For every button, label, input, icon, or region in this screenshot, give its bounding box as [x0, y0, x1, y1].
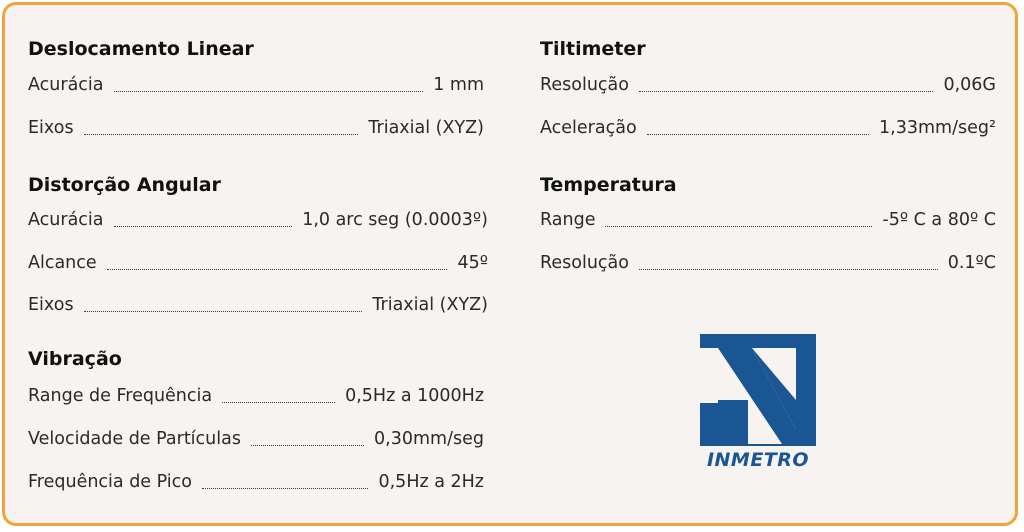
spec-label: Aceleração: [540, 118, 637, 138]
dotted-leader: [605, 226, 872, 227]
spec-row-acuracia: [28, 72, 484, 98]
spec-row-eixos: [28, 292, 488, 318]
spec-label: Alcance: [28, 253, 97, 273]
spec-value: -5º C a 80º C: [882, 210, 996, 230]
dotted-leader: [639, 91, 933, 92]
spec-value: Triaxial (XYZ): [372, 295, 488, 315]
spec-row-range-frequencia: [28, 383, 484, 409]
spec-value: 1 mm: [433, 75, 484, 95]
spec-value: Triaxial (XYZ): [368, 118, 484, 138]
spec-value: 45º: [457, 253, 488, 273]
inmetro-logo-text: INMETRO: [706, 449, 810, 471]
spec-value: 0,5Hz a 2Hz: [378, 472, 484, 492]
dotted-leader: [222, 402, 335, 403]
spec-row-acuracia: [28, 207, 488, 233]
spec-label: Velocidade de Partículas: [28, 429, 241, 449]
section-title-deslocamento-linear: Deslocamento Linear: [28, 38, 254, 60]
dotted-leader: [251, 445, 364, 446]
dotted-leader: [114, 226, 293, 227]
spec-label: Range: [540, 210, 596, 230]
spec-row-eixos: [28, 115, 484, 141]
spec-value: 0,06G: [943, 75, 996, 95]
dotted-leader: [639, 269, 938, 270]
spec-label: Acurácia: [28, 210, 104, 230]
spec-label: Eixos: [28, 118, 74, 138]
spec-row-alcance: [28, 250, 488, 276]
spec-value: 0,5Hz a 1000Hz: [345, 386, 484, 406]
dotted-leader: [107, 269, 448, 270]
spec-row-resolucao: [540, 250, 996, 276]
spec-label: Range de Frequência: [28, 386, 213, 406]
spec-label: Acurácia: [28, 75, 104, 95]
spec-label: Eixos: [28, 295, 74, 315]
section-title-vibracao: Vibração: [28, 348, 122, 370]
spec-row-range: [540, 207, 996, 233]
spec-value: 0,30mm/seg: [374, 429, 484, 449]
dotted-leader: [84, 311, 363, 312]
spec-row-velocidade-particulas: [28, 426, 484, 452]
dotted-leader: [84, 134, 359, 135]
spec-row-resolucao: [540, 72, 996, 98]
spec-value: 1,0 arc seg (0.0003º): [302, 210, 488, 230]
section-title-tiltimeter: Tiltimeter: [540, 38, 646, 60]
section-title-temperatura: Temperatura: [540, 174, 677, 196]
spec-label: Resolução: [540, 75, 629, 95]
spec-row-aceleracao: [540, 115, 996, 141]
section-title-distorcao-angular: Distorção Angular: [28, 174, 221, 196]
spec-label: Frequência de Pico: [28, 472, 192, 492]
spec-value: 1,33mm/seg²: [879, 118, 996, 138]
dotted-leader: [202, 488, 368, 489]
dotted-leader: [647, 134, 869, 135]
spec-label: Resolução: [540, 253, 629, 273]
dotted-leader: [114, 91, 424, 92]
spec-row-frequencia-pico: [28, 469, 484, 495]
spec-value: 0.1ºC: [947, 253, 996, 273]
